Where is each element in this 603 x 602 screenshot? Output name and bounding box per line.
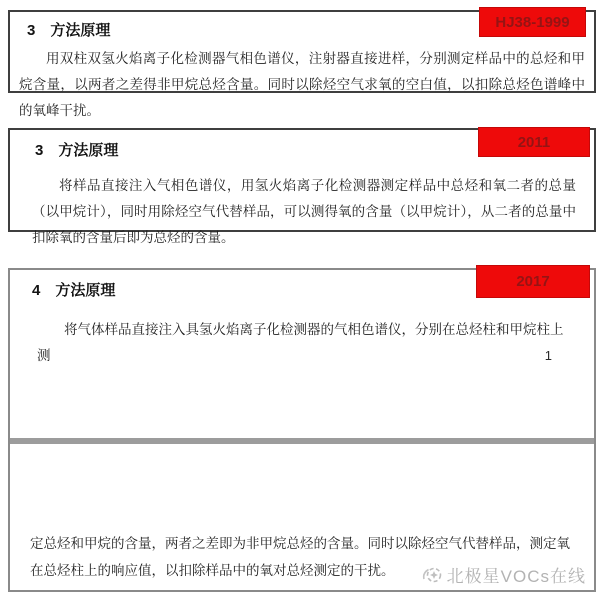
version-badge-hj38-1999: HJ38-1999 <box>479 7 586 37</box>
section-hj38-1999 <box>8 10 596 118</box>
section-2017 <box>8 268 596 592</box>
section-number: 4 <box>32 282 41 299</box>
page-number: 1 <box>544 348 552 363</box>
section-body-continuation-text: 定总烃和甲烷的含量，两者之差即为非甲烷总烃的含量。同时以除烃空气代替样品，测定氧在总烃柱上的响应值，以扣除样品中的氧对总烃测定的干扰。 <box>30 536 570 578</box>
version-badge-2011: 2011 <box>478 127 590 157</box>
polaris-star-icon <box>422 564 444 586</box>
section-body-text: 将气体样品直接注入具氢火焰离子化检测器的气相色谱仪，分别在总烃柱和甲烷柱上测 <box>37 322 564 363</box>
section-body-text: 将样品直接注入气相色谱仪，用氢火焰离子化检测器测定样品中总烃和氧二者的总量（以甲烷计），同时用除烃空气代替样品，可以测得氧的含量（以甲烷计），从二者的总量中扣除氧的含量后即为总烃的含量。 <box>32 178 576 245</box>
watermark <box>422 562 586 587</box>
section-body-text: 用双柱双氢火焰离子化检测器气相色谱仪，注射器直接进样，分别测定样品中的总烃和甲烷含量，以两者之差得非甲烷总烃含量。同时以除烃空气求氧的空白值，以扣除总烃色谱峰中的氧峰干扰。 <box>19 51 585 118</box>
section-title: 方法原理 <box>58 142 119 159</box>
section-title: 方法原理 <box>55 282 116 299</box>
section-number: 3 <box>35 142 44 159</box>
section-2011 <box>8 128 596 245</box>
watermark-text: 北极星VOCs在线 <box>446 567 586 586</box>
version-badge-2017: 2017 <box>476 265 590 298</box>
section-title: 方法原理 <box>50 22 111 39</box>
section-number: 3 <box>27 22 36 39</box>
page-break-divider <box>10 438 594 444</box>
